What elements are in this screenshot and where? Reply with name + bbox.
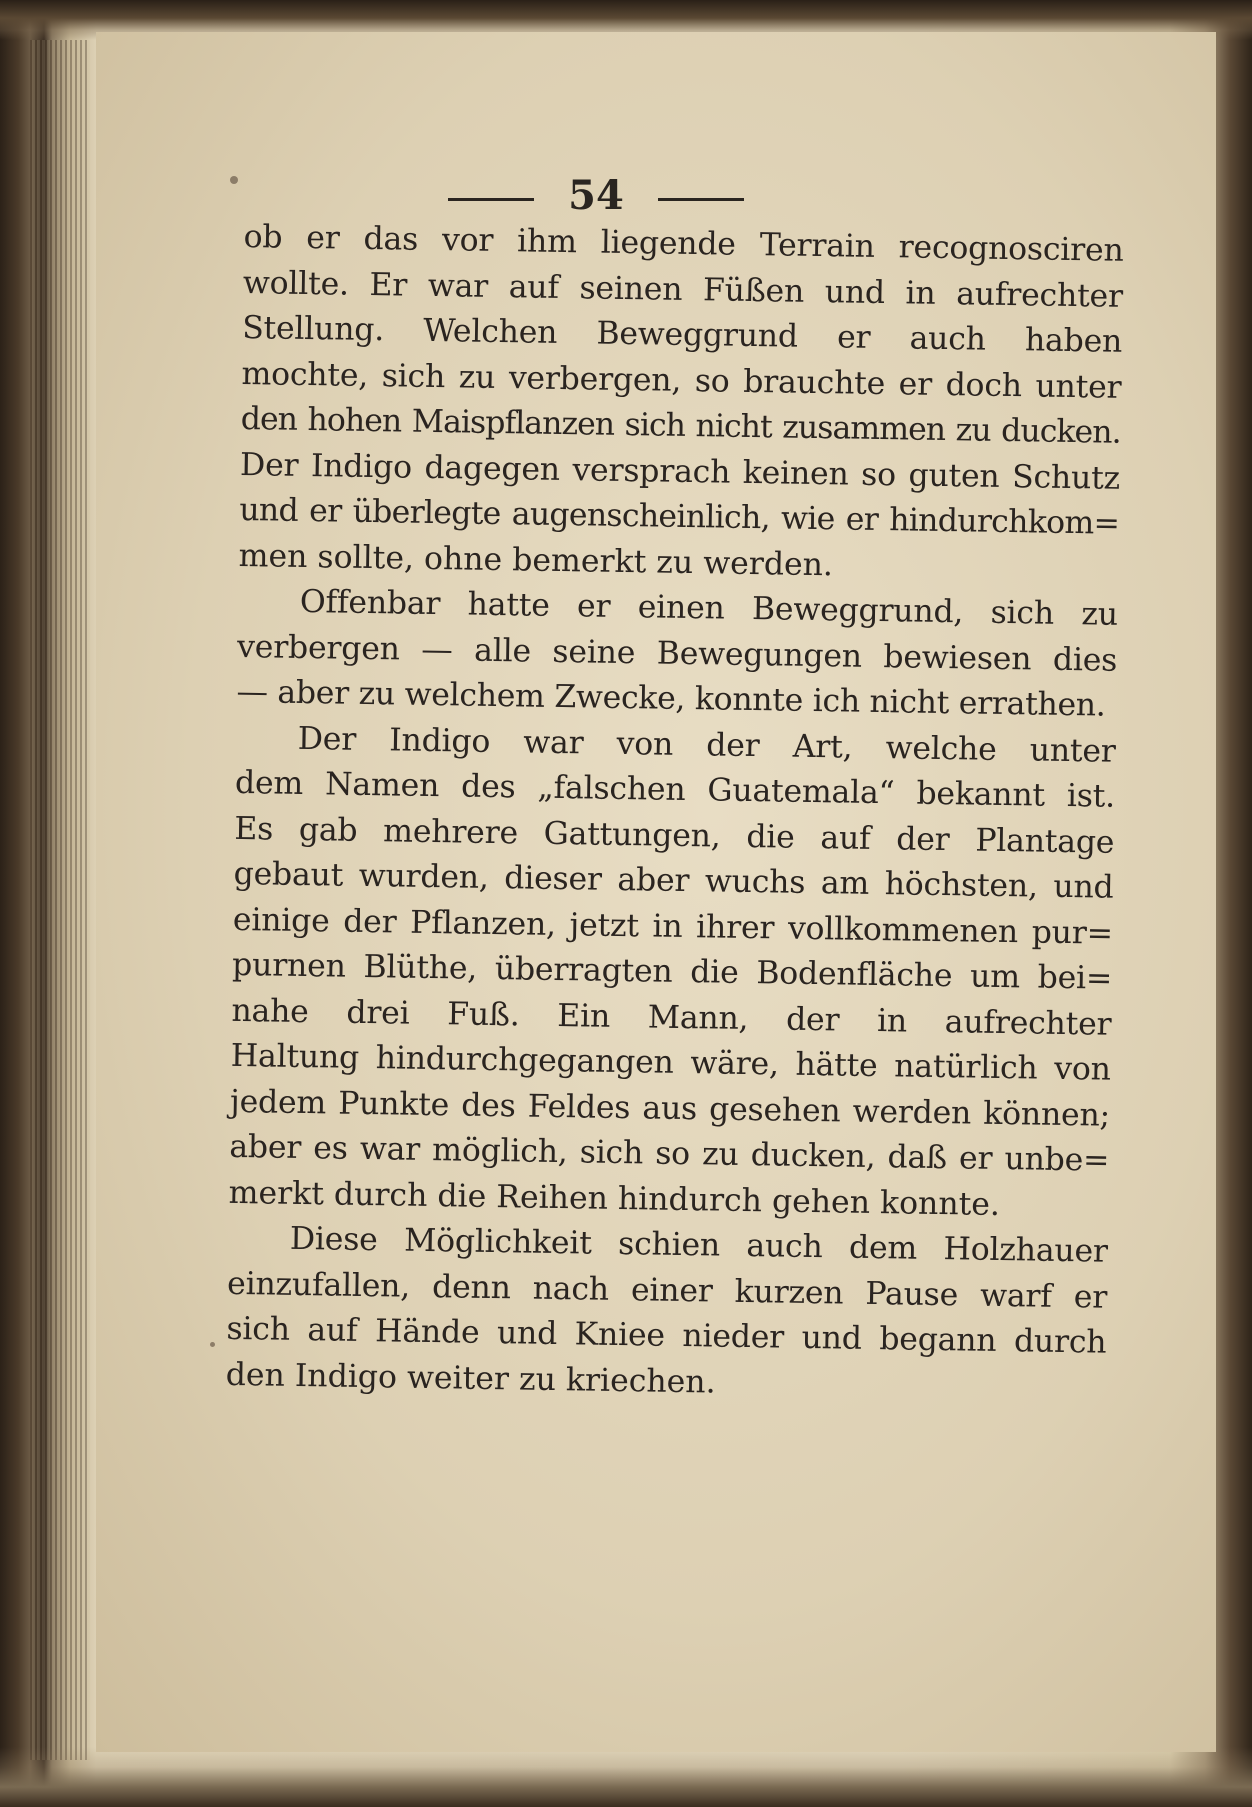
text-line: Der Indigo dagegen versprach keinen so guten Schutz [239,446,1121,497]
page-number: 54 [568,172,624,219]
text-line: sich auf Hände und Kniee nieder und begann durch [226,1310,1107,1361]
paragraph [225,1216,1108,1412]
text-line: den Indigo weiter zu kriechen. [225,1356,716,1401]
text-line: mochte, sich zu verbergen, so brauchte er doch unter [241,355,1122,406]
text-line: gebaut wurden, dieser aber wuchs am höchsten, und [233,855,1114,906]
text-line: men sollte, ohne bemerkt zu werden. [238,537,834,583]
paragraph [238,215,1124,593]
text-line: jedem Punkte des Feldes aus gesehen werden können; [229,1083,1111,1134]
header-dash-left [448,198,534,201]
header-dash-right [658,198,744,201]
paragraph [228,715,1116,1229]
text-line: und er überlegte augenscheinlich, wie er hindurchkom= [239,491,1120,542]
ink-speck [230,176,238,184]
text-line: Offenbar hatte er einen Beweggrund, sich zu [299,583,1119,633]
text-line: wollte. Er war auf seinen Füßen und in aufrechter [242,264,1124,315]
text-line: dem Namen des „falschen Guatemala“ bekannt ist. [234,764,1116,815]
text-line: nahe drei Fuß. Ein Mann, der in aufrechter [231,992,1112,1043]
text-line: einige der Pflanzen, jetzt in ihrer vollkommenen pur= [232,901,1114,952]
body-text [225,215,1123,1412]
text-line: — aber zu welchem Zwecke, konnte ich nicht errathen. [236,673,1106,724]
text-line: einzufallen, denn nach einer kurzen Pause warf er [226,1265,1108,1316]
ink-speck [210,1342,215,1347]
text-line: merkt durch die Reihen hindurch gehen konnte. [228,1174,1001,1223]
text-line: Es gab mehrere Gattungen, die auf der Plantage [234,810,1115,861]
text-line: Haltung hindurchgegangen wäre, hätte natürlich von [230,1037,1111,1088]
text-line: verbergen — alle seine Bewegungen bewiesen dies [236,628,1118,679]
text-line: Stellung. Welchen Beweggrund er auch haben [241,309,1123,360]
bottom-shadow [0,1747,1252,1807]
paragraph [236,579,1118,729]
text-line: ob er das vor ihm liegende Terrain recognosciren [243,218,1124,269]
text-line: den hohen Maispflanzen sich nicht zusammen zu ducken. [240,400,1121,451]
text-line: purnen Blüthe, überragten die Bodenfläche um bei= [231,946,1113,997]
page-edges [30,40,90,1760]
text-line: Diese Möglichkeit schien auch dem Holzhauer [289,1220,1109,1270]
text-line: aber es war möglich, sich so zu ducken, daß er unbe= [229,1128,1110,1179]
page-number-header [36,172,1156,219]
text-line: Der Indigo war von der Art, welche unter [297,720,1116,770]
